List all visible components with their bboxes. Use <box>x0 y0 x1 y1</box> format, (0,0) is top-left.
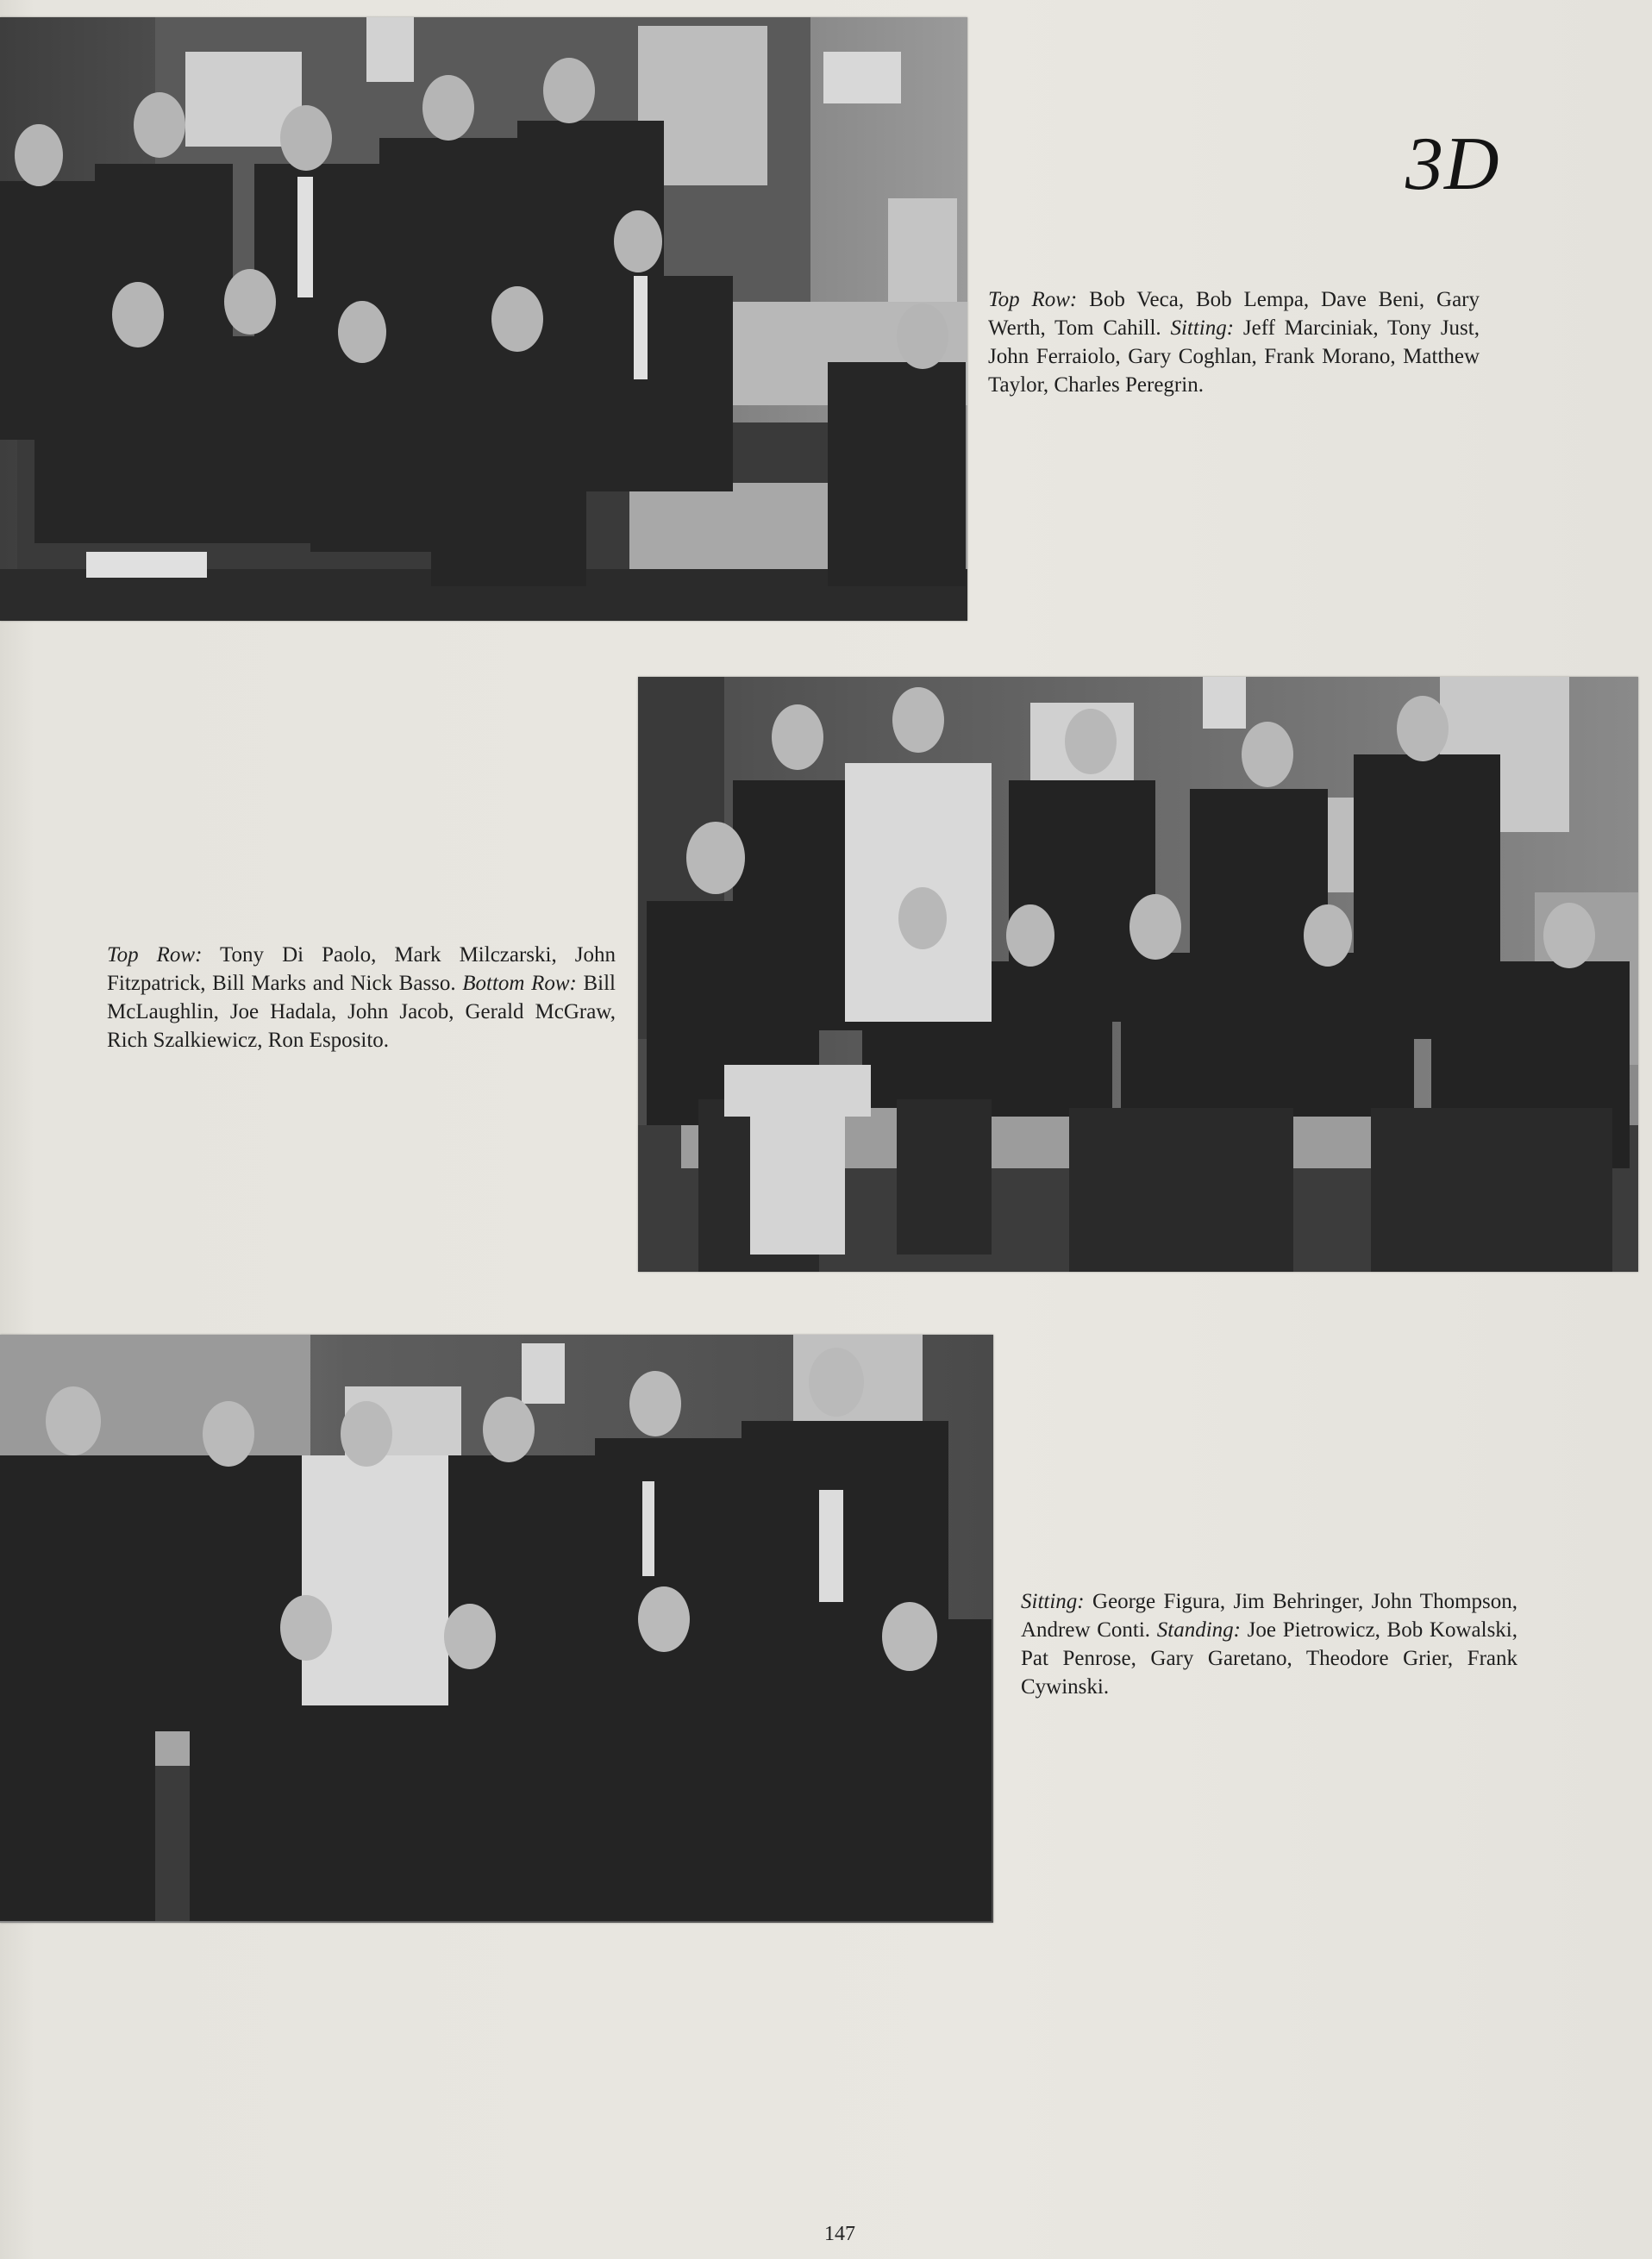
caption-names: Jeff Marciniak, Tony Just, John Ferraiolo, Gary Coghlan, Frank Morano, Matthew Taylor, Charles Peregrin. <box>988 316 1480 397</box>
caption-names: Joe Pietrowicz, Bob Kowalski, Pat Penrose, Gary Garetano, Theodore Grier, Frank Cywinski. <box>1021 1618 1517 1699</box>
caption-top-photo <box>988 285 1480 399</box>
caption-bottom-photo <box>1021 1587 1517 1701</box>
group-photo-top-image <box>0 17 967 621</box>
group-photo-middle <box>638 677 1638 1272</box>
caption-names: Bob Veca, Bob Lempa, Dave Beni, Gary Werth, Tom Cahill. <box>988 288 1480 340</box>
group-photo-middle-image <box>638 677 1638 1272</box>
caption-label: Top Row: <box>988 288 1078 311</box>
group-photo-bottom <box>0 1335 993 1923</box>
caption-names: Tony Di Paolo, Mark Milczarski, John Fitzpatrick, Bill Marks and Nick Basso. <box>107 943 616 995</box>
section-heading: 3D <box>1405 122 1500 206</box>
group-photo-bottom-image <box>0 1335 993 1923</box>
page-number: 147 <box>824 2223 855 2245</box>
caption-label: Bottom Row: <box>462 972 577 995</box>
group-photo-top <box>0 17 967 621</box>
caption-label: Standing: <box>1156 1618 1241 1642</box>
caption-label: Top Row: <box>107 943 203 967</box>
caption-label: Sitting: <box>1021 1590 1085 1613</box>
caption-names: Bill McLaughlin, Joe Hadala, John Jacob, Gerald McGraw, Rich Szalkiewicz, Ron Esposito. <box>107 972 616 1052</box>
caption-label: Sitting: <box>1170 316 1235 340</box>
caption-middle-photo <box>107 941 616 1054</box>
caption-names: George Figura, Jim Behringer, John Thompson, Andrew Conti. <box>1021 1590 1517 1642</box>
